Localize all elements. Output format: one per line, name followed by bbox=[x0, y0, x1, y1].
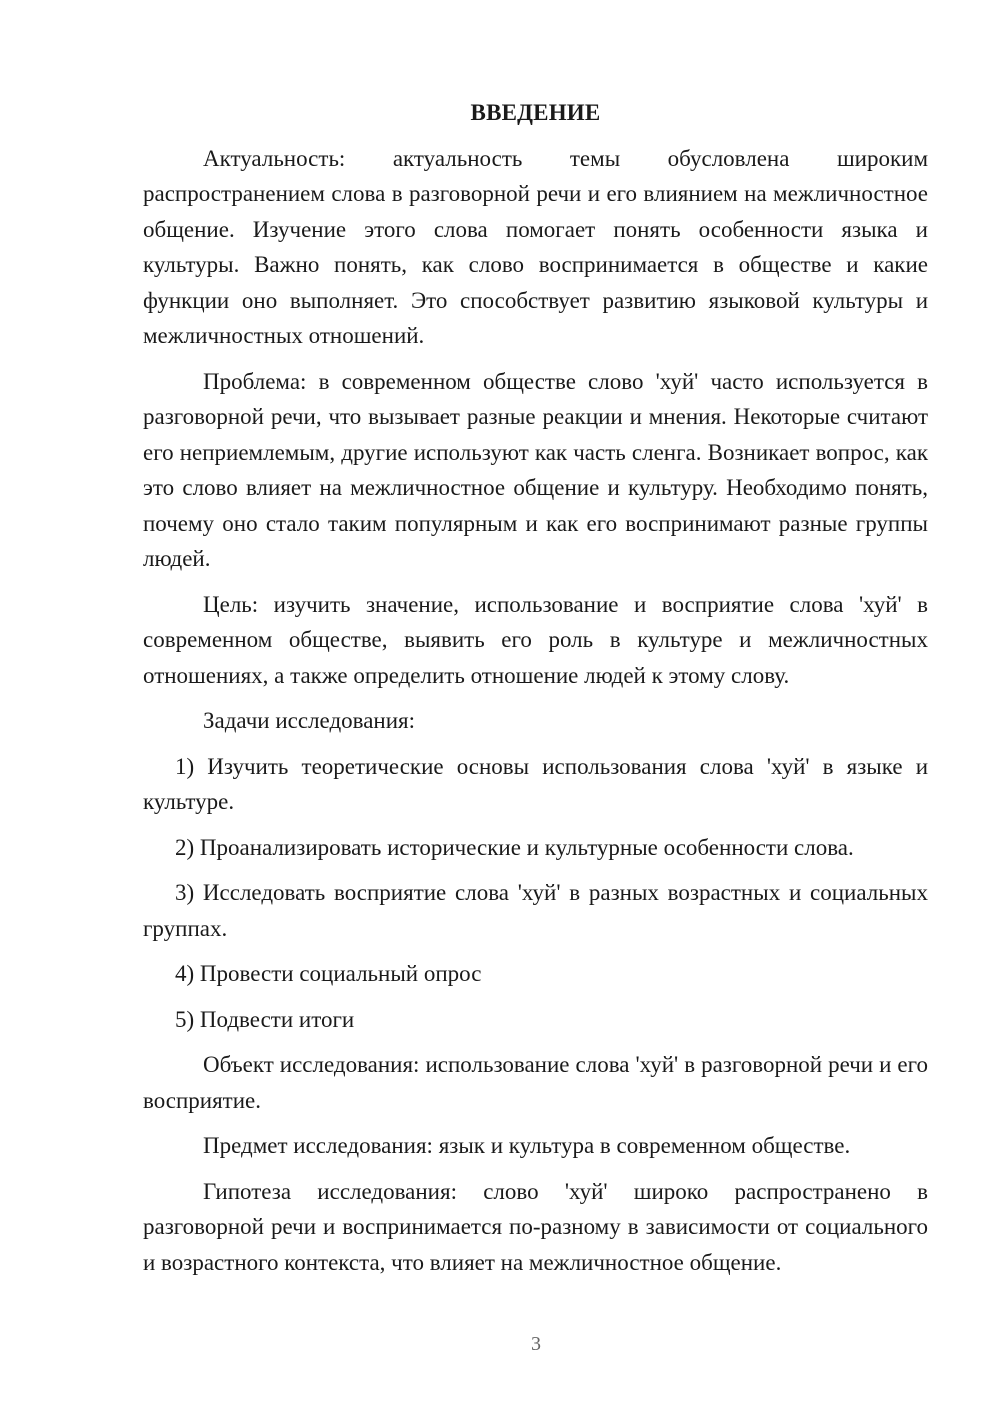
object-paragraph: Объект исследования: использование слова 'хуй' в разговорной речи и его восприятие. bbox=[143, 1052, 928, 1113]
document-page bbox=[143, 95, 928, 1290]
tasks-heading: Задачи исследования: bbox=[203, 708, 416, 733]
subject-paragraph: Предмет исследования: язык и культура в современном обществе. bbox=[203, 1133, 851, 1158]
page-number: 3 bbox=[531, 1333, 541, 1355]
task-item-5: 5) Подвести итоги bbox=[175, 1006, 355, 1032]
hypothesis-paragraph: Гипотеза исследования: слово 'хуй' широко распространено в разговорной речи и воспринимается по-разному в зависимости от социального и возрастного контекста, что влияет на межличностное общение. bbox=[143, 1178, 928, 1275]
task-item-1: 1) Изучить теоретические основы использования слова 'хуй' в языке и культуре. bbox=[143, 753, 928, 814]
task-item-4: 4) Провести социальный опрос bbox=[175, 961, 482, 986]
goal-paragraph: Цель: изучить значение, использование и восприятие слова 'хуй' в современном обществе, выявить его роль в культуре и межличностных отношениях, а также определить отношение людей к этому слову. bbox=[143, 591, 928, 688]
relevance-paragraph: Актуальность: актуальность темы обусловлена широким распространением слова в разговорной речи и его влиянием на межличностное общение. Изучение этого слова помогает понять особенности языка и культуры. Важно понять, как слово воспринимается в обществе и какие функции оно выполняет. Это способствует развитию языковой культуры и межличностных отношений. bbox=[143, 145, 928, 348]
task-item-2: 2) Проанализировать исторические и культурные особенности слова. bbox=[175, 834, 854, 860]
page-title: ВВЕДЕНИЕ bbox=[470, 100, 601, 125]
task-item-3: 3) Исследовать восприятие слова 'хуй' в разных возрастных и социальных группах. bbox=[143, 880, 928, 941]
problem-paragraph: Проблема: в современном обществе слово 'хуй' часто используется в разговорной речи, что вызывает разные реакции и мнения. Некоторые считают его неприемлемым, другие используют как часть сленга. Возникает вопрос, как это слово влияет на межличностное общение и культуру. Необходимо понять, почему оно стало таким популярным и как его воспринимают разные группы людей. bbox=[143, 368, 928, 571]
